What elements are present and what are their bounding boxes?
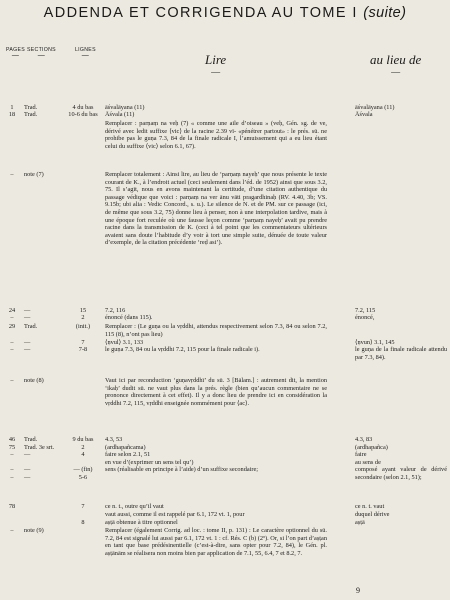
page-cell: 46 xyxy=(8,436,16,443)
au-lieu-de-cell: au sens de xyxy=(355,459,381,466)
lire-cell: ce n. t., outre qu’il vaut xyxy=(105,503,164,510)
lire-cell: énoncé (dans 115). xyxy=(105,314,153,321)
page-cell: – xyxy=(10,377,14,384)
lire-cell: en vue d’(exprimer un sens tel qu’) xyxy=(105,459,194,466)
lire-cell: sens (réalisable en principe à l’aide) d’un suffixe secondaire; xyxy=(105,466,259,473)
section-cell: Trad. xyxy=(24,111,38,118)
page-cell: 78 xyxy=(8,503,16,510)
lire-cell: le guṇa 7.3, 84 ou la vṛddhi 7.2, 115 pour la finale radicale i). xyxy=(105,346,260,353)
section-cell: — xyxy=(24,307,31,314)
page-cell: 18 xyxy=(8,111,16,118)
page-cell: – xyxy=(10,527,14,534)
au-lieu-de-cell: ce n. t. vaut xyxy=(355,503,385,510)
col-header-sections: SECTIONS — xyxy=(27,47,56,59)
page-cell: – xyxy=(10,346,14,353)
section-cell: — xyxy=(24,314,31,321)
section-cell: — xyxy=(24,466,31,473)
lire-cell: aṣṭā obtenue à titre optionnel xyxy=(105,519,178,526)
section-cell: — xyxy=(24,346,31,353)
section-cell: Trad. xyxy=(24,436,38,443)
au-lieu-de-cell: Āśvala xyxy=(355,111,373,118)
lire-cell: faire selon 2.1, 51 xyxy=(105,451,151,458)
lignes-cell: 2 xyxy=(81,444,85,451)
section-cell: — xyxy=(24,339,31,346)
page-cell: – xyxy=(10,466,14,473)
page-cell: 29 xyxy=(8,323,16,330)
au-lieu-de-cell: faire xyxy=(355,451,367,458)
section-cell: Trad. xyxy=(24,104,38,111)
lire-cell: (ardhapañcama) xyxy=(105,444,146,451)
page-number: 9 xyxy=(356,586,360,595)
au-lieu-de-cell: aṣṭā xyxy=(355,519,365,526)
lignes-cell: 7 xyxy=(81,339,85,346)
lire-cell: 7.2, 116 xyxy=(105,307,126,314)
page-cell: – xyxy=(10,451,14,458)
page-cell: 1 xyxy=(10,104,14,111)
lire-cell: Remplacer (également Corrig. ad loc. : tome II, p. 131) : Le caractère optionnel du sū. 7.2, 84 est signalé lui aussi par 6.1, 172 vt. 1 : cf. Rés. C (b) (2º). Or, si l’on part d’aṣṭan en tant que base prédésinentielle (c’est-à-dire, sans opter pour 7.2, 84), le Gén. pl. aṣṭānām se réalisera non moins bien par application de 7.1, 55, 6.4, 7 et 8.2, 7. xyxy=(105,527,327,557)
lire-cell: āśvalāyana (11) xyxy=(105,104,145,111)
au-lieu-de-cell: (ardhapañca) xyxy=(355,444,388,451)
lire-cell: vaut aussi, comme il est rappelé par 6.1, 172 vt. 1, pour xyxy=(105,511,245,518)
au-lieu-de-cell: 7.2, 115 xyxy=(355,307,376,314)
lignes-cell: (init.) xyxy=(75,323,91,330)
lignes-cell: 4 du bas xyxy=(72,104,94,111)
col-header-lire: Lire — xyxy=(205,52,227,77)
lire-cell: Vaut ici par reconduction ‘guṇavṛddhī’ du sū. 3 [Bālam.] : autrement dit, la mention ‘ikaḥ’ dudit sū. ne vaut plus dans la prés. règle (bien qu’aucun commentaire ne se prononce directement à cet effet). Il y a donc lieu de prendre ici en considération la vṛddhi 7.2, 115, vṛddhi enseignée nommément pour ⟨ac⟩. xyxy=(105,377,327,407)
section-cell: note (9) xyxy=(24,527,44,534)
lire-cell: Remplacer : parṇaṃ na veḥ (7) « comme une aile d’oiseau » (veḥ, Gén. sg. de ve, dérivé avec ledit suffixe ⟨vic⟩ de la racine 2.39 vī- «pénétrer partout» : le prés. sū. ne prohibe pas le guṇa 7.3, 84 de la finale radicale I, l’amuissement qui a eu lieu étant celui du suffixe ⟨vic⟩ selon 6.1, 67). xyxy=(105,120,327,150)
page-cell: 24 xyxy=(8,307,16,314)
title-suffix: (suite) xyxy=(363,5,407,21)
lire-cell: Remplacer totalement : Ainsi lire, au lieu de ‘parṇaṃ nayeḥ’ que nous présente le texte courant de K., à l’endroit actuel (ceci seulement dans l’éd. de 1952) ainsi que sous 3.2, 75. Il s’agit, nous en avons maintenant la certitude, d’une citation authentique du passage védique que voici : parṇaṃ na ver ānu vāti pragardhinaḥ (RV. 4.40, 3b; VS. 9.15b; ubi alia : Vedic Concord., s. u.). Le silence de N. et de PM. sur ce passage (ici, de même que sous 3.2, 75) donne lieu à penser, non à une interpolation tardive, mais à une époque fort reculée où une fausse leçon comme ‘parṇaṃ nayeḥ’ avait pu prendre racine dans la transmission de K. (ceci à tel point que les commentateurs ultérieurs avaient sans doute l’habitude d’y voir à tort une simple suite, dénuée de toute valeur d’exemple, de la citation précédente ‘reḍ asi’). xyxy=(105,171,327,247)
lignes-cell: 2 xyxy=(81,314,85,321)
lignes-cell: 15 xyxy=(79,307,87,314)
lire-cell: 4.3, 53 xyxy=(105,436,123,443)
page-cell: 75 xyxy=(8,444,16,451)
lignes-cell: 7 xyxy=(81,503,85,510)
col-header-pages: PAGES — xyxy=(6,47,25,59)
au-lieu-de-cell: le guṇa de la finale radicale attendu par 7.3, 84). xyxy=(355,346,447,361)
lire-cell: Remplacer : (Le guṇa ou la vṛddhi, attendus respectivement selon 7.3, 84 ou selon 7.2, 115 (8), n’ont pas lieu) xyxy=(105,323,327,338)
section-cell: — xyxy=(24,451,31,458)
page-cell: – xyxy=(10,171,14,178)
lire-cell: Āśvala (11) xyxy=(105,111,135,118)
au-lieu-de-cell: 4.3, 83 xyxy=(355,436,373,443)
lire-cell: ⟨ṇvul⟩ 3.1, 133 xyxy=(105,339,144,346)
au-lieu-de-cell: āśvalāyana (11) xyxy=(355,104,395,111)
lignes-cell: 9 du bas xyxy=(72,436,94,443)
au-lieu-de-cell: duquel dérive xyxy=(355,511,390,518)
section-cell: note (8) xyxy=(24,377,44,384)
page-title: ADDENDA ET CORRIGENDA AU TOME I (suite) xyxy=(43,5,407,21)
au-lieu-de-cell: composé ayant valeur de dérivé secondaire (selon 2.1, 51); xyxy=(355,466,447,481)
col-header-au-lieu-de: au lieu de — xyxy=(370,52,422,77)
lignes-cell: — (fin) xyxy=(73,466,93,473)
section-cell: Trad. xyxy=(24,323,38,330)
lignes-cell: 5-6 xyxy=(78,474,88,481)
section-cell: Trad. 3e srt. xyxy=(24,444,55,451)
lignes-cell: 10-6 du bas xyxy=(68,111,98,118)
lignes-cell: 7-8 xyxy=(78,346,88,353)
au-lieu-de-cell: énoncé, xyxy=(355,314,375,321)
lignes-cell: 4 xyxy=(81,451,85,458)
section-cell: — xyxy=(24,474,31,481)
page-cell: – xyxy=(10,474,14,481)
au-lieu-de-cell: ⟨ṇvun⟩ 3.1, 145 xyxy=(355,339,395,346)
lignes-cell: 8 xyxy=(81,519,85,526)
page-cell: – xyxy=(10,314,14,321)
col-header-lignes: LIGNES — xyxy=(75,47,96,59)
page-cell: – xyxy=(10,339,14,346)
section-cell: note (7) xyxy=(24,171,44,178)
